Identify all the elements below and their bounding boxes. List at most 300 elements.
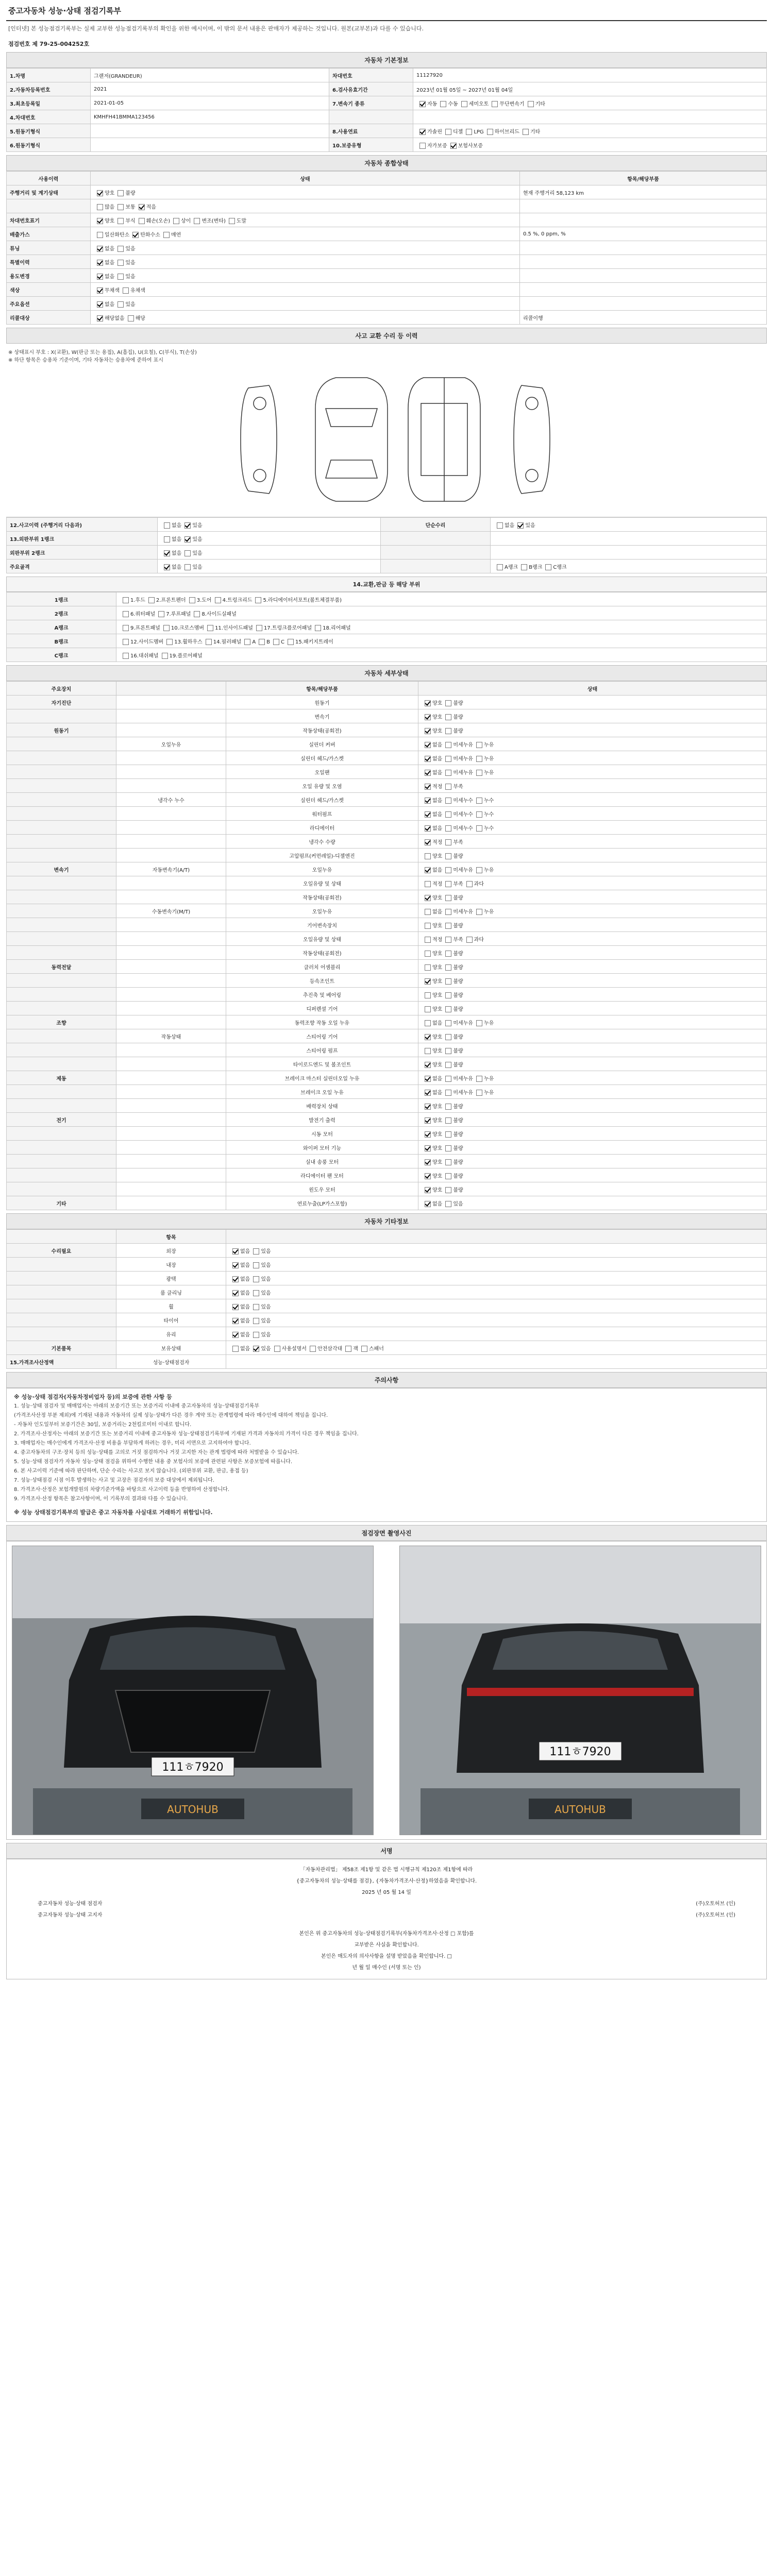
checkbox-label: 누유 xyxy=(483,770,494,776)
checkbox xyxy=(523,129,529,135)
detail-item: 워터펌프 xyxy=(226,807,418,821)
basic-label: 7.변속기 종류 xyxy=(329,96,413,110)
detail-sub xyxy=(116,1168,226,1182)
checkbox-label: 미세누유 xyxy=(453,770,473,776)
checkbox-label: 미세누유 xyxy=(453,867,473,873)
detail-item: 작동상태(공회전) xyxy=(226,723,418,737)
basic-row xyxy=(7,96,767,110)
notes-line: 5. 성능·상태 점검자가 자동차 성능·상태 점검을 위하여 수행한 내용 중 보험사의 보증에 관련된 사항은 보증보험에 따릅니다. xyxy=(14,1459,293,1465)
checkbox-label: 누유 xyxy=(483,867,494,873)
detail-state xyxy=(418,918,767,932)
detail-item: 오일유량 및 상태 xyxy=(226,876,418,890)
checkbox-label: 불량 xyxy=(453,714,463,720)
detail-device xyxy=(7,793,116,807)
checkbox-label: 있음 xyxy=(525,522,535,529)
detail-state xyxy=(418,1141,767,1155)
detail-row xyxy=(7,904,767,918)
checkbox-label: 양호 xyxy=(432,978,443,985)
detail-device xyxy=(7,1099,116,1113)
checkbox-label: 13.휠하우스 xyxy=(174,639,203,645)
checkbox xyxy=(123,653,129,659)
checkbox xyxy=(425,867,431,873)
notes-line: 4. 중고자동차의 구조·장치 등의 성능·상태를 고의로 거짓 점검하거나 거짓 고지한 자는 관계 법령에 따라 처벌받을 수 있습니다. xyxy=(14,1450,299,1455)
checkbox xyxy=(162,653,168,659)
basic-value xyxy=(413,124,767,138)
checkbox-label: 누수 xyxy=(483,798,494,804)
detail-item: 작동상태(공회전) xyxy=(226,946,418,960)
overall-row xyxy=(7,241,767,255)
checkbox-label: 양호 xyxy=(432,700,443,706)
overall-label: 리콜대상 xyxy=(7,311,91,325)
checkbox-label: 미세누유 xyxy=(453,909,473,915)
detail-row xyxy=(7,918,767,932)
checkbox xyxy=(232,1346,239,1352)
detail-item: 오일 유량 및 오염 xyxy=(226,779,418,793)
detail-state xyxy=(418,1085,767,1099)
detail-device: 조향 xyxy=(7,1015,116,1029)
checkbox-label: 없음 xyxy=(432,770,443,776)
detail-row xyxy=(7,932,767,946)
checkbox-label: 불량 xyxy=(453,1187,463,1193)
checkbox-label: 없음 xyxy=(432,867,443,873)
detail-state xyxy=(418,723,767,737)
checkbox xyxy=(521,564,527,570)
checkbox-label: 양호 xyxy=(432,1187,443,1193)
other-state xyxy=(226,1299,767,1313)
other-row xyxy=(7,1299,767,1313)
parts-items xyxy=(116,620,767,634)
basic-row xyxy=(7,138,767,152)
checkbox-label: 무단변속기 xyxy=(499,101,525,107)
overall-status-header: 자동차 종합상태 xyxy=(6,155,767,171)
checkbox xyxy=(253,1332,259,1338)
photo-strip xyxy=(6,1541,767,1840)
checkbox-label: 있음 xyxy=(261,1318,271,1324)
checkbox-label: 없음 xyxy=(240,1276,250,1282)
checkbox-label: 불량 xyxy=(453,853,463,859)
price-value xyxy=(226,1355,767,1369)
detail-state xyxy=(418,1127,767,1141)
checkbox-label: 없음 xyxy=(105,246,115,252)
checkbox-label: 양호 xyxy=(105,218,115,224)
detail-item: 디퍼렌셜 기어 xyxy=(226,1002,418,1015)
checkbox-label: 없음 xyxy=(432,756,443,762)
checkbox xyxy=(232,1276,239,1282)
checkbox-label: 불량 xyxy=(453,923,463,929)
checkbox-label: 누유 xyxy=(483,742,494,748)
checkbox-label: 있음 xyxy=(261,1276,271,1282)
basic-label: 5.원동기형식 xyxy=(7,124,91,138)
checkbox xyxy=(466,881,473,887)
checkbox-label: 양호 xyxy=(432,1062,443,1068)
basic-value: KMHFH41BMMA123456 xyxy=(91,110,329,124)
detail-state xyxy=(418,821,767,835)
detail-device xyxy=(7,779,116,793)
detail-state xyxy=(418,1113,767,1127)
basic-row xyxy=(7,82,767,96)
basic-label: 차대번호 xyxy=(329,69,413,82)
basic-value xyxy=(91,138,329,152)
checkbox xyxy=(445,825,451,832)
basic-label xyxy=(329,110,413,124)
checkbox xyxy=(253,1262,259,1268)
checkbox-label: 하이브리드 xyxy=(494,129,519,135)
car-outline-diagram xyxy=(6,367,767,517)
checkbox-label: 보통 xyxy=(125,204,136,210)
detail-row xyxy=(7,1002,767,1015)
basic-label: 2.자동차등록번호 xyxy=(7,82,91,96)
checkbox xyxy=(425,728,431,734)
checkbox-label: 일산화탄소 xyxy=(105,232,130,238)
checkbox xyxy=(253,1318,259,1324)
checkbox-label: 변조(변타) xyxy=(201,218,226,224)
detail-device xyxy=(7,1182,116,1196)
checkbox xyxy=(425,951,431,957)
overall-state xyxy=(91,199,520,213)
detail-sub xyxy=(116,960,226,974)
checkbox-label: 자가보증 xyxy=(427,143,447,149)
checkbox xyxy=(425,811,431,818)
sign-line-4: 교부받은 사실을 확인합니다. xyxy=(354,1942,419,1948)
detail-item: 배력장치 상태 xyxy=(226,1099,418,1113)
checkbox xyxy=(123,639,129,645)
checkbox xyxy=(461,101,467,107)
checkbox-label: 없음 xyxy=(172,522,182,529)
price-label: 15.가격조사산정액 xyxy=(7,1355,116,1369)
checkbox-label: 기타 xyxy=(530,129,541,135)
basic-label: 3.최초등록일 xyxy=(7,96,91,110)
checkbox-label: 양호 xyxy=(432,895,443,901)
checkbox-label: 부족 xyxy=(453,881,463,887)
checkbox-label: 있음 xyxy=(192,522,203,529)
checkbox-label: 불량 xyxy=(453,1062,463,1068)
checkbox-label: 양호 xyxy=(432,853,443,859)
detail-row xyxy=(7,1043,767,1057)
other-row xyxy=(7,1327,767,1341)
overall-note xyxy=(520,269,767,283)
checkbox xyxy=(139,204,145,210)
checkbox xyxy=(445,1173,451,1179)
checkbox xyxy=(117,204,124,210)
detail-item: 윈도우 모터 xyxy=(226,1182,418,1196)
checkbox-label: 적정 xyxy=(432,881,443,887)
detail-row xyxy=(7,974,767,988)
parts-table xyxy=(6,592,767,662)
checkbox xyxy=(97,301,103,308)
detail-device xyxy=(7,876,116,890)
checkbox xyxy=(425,1117,431,1124)
checkbox xyxy=(445,895,451,901)
checkbox-label: 과다 xyxy=(474,937,484,943)
overall-note xyxy=(520,255,767,269)
checkbox xyxy=(419,143,426,149)
sign-date: 2025 년 05 월 14 일 xyxy=(362,1890,411,1895)
checkbox xyxy=(310,1346,316,1352)
checkbox xyxy=(194,218,200,224)
checkbox xyxy=(476,1020,482,1026)
checkbox xyxy=(194,611,200,617)
other-group: 기본품목 xyxy=(7,1341,116,1355)
detail-item: 오일누유 xyxy=(226,904,418,918)
photos-header: 점검장면 촬영사진 xyxy=(6,1525,767,1541)
accident-row xyxy=(7,518,767,532)
checkbox xyxy=(425,825,431,832)
checkbox xyxy=(445,1159,451,1165)
checkbox xyxy=(528,101,534,107)
detail-sub xyxy=(116,1043,226,1057)
checkbox-label: 양호 xyxy=(432,1006,443,1012)
detail-state xyxy=(418,849,767,862)
basic-info-table xyxy=(6,68,767,152)
checkbox xyxy=(445,1104,451,1110)
checkbox xyxy=(253,1346,259,1352)
detail-state xyxy=(418,1029,767,1043)
checkbox xyxy=(425,1201,431,1207)
parts-row xyxy=(7,620,767,634)
detail-device xyxy=(7,737,116,751)
sign-line-2: {중고자동차의 성능·상태를 점검}, {자동차가격조사·산정}하였음을 확인합니다. xyxy=(296,1878,477,1884)
detail-state xyxy=(418,876,767,890)
checkbox-label: 미세누유 xyxy=(453,1090,473,1096)
detail-row xyxy=(7,960,767,974)
detail-device: 원동기 xyxy=(7,723,116,737)
accident-extra xyxy=(491,532,767,546)
checkbox xyxy=(419,101,426,107)
detail-device xyxy=(7,765,116,779)
checkbox xyxy=(445,1034,451,1040)
checkbox-label: 1.후드 xyxy=(130,597,145,603)
detail-state xyxy=(418,1071,767,1085)
checkbox-label: 11.인사이드패널 xyxy=(215,625,253,631)
other-item: 타이어 xyxy=(116,1313,226,1327)
basic-label: 1.차명 xyxy=(7,69,91,82)
checkbox xyxy=(97,315,103,321)
checkbox-label: 불량 xyxy=(453,978,463,985)
overall-note xyxy=(520,241,767,255)
checkbox-label: 14.필러패널 xyxy=(213,639,242,645)
checkbox-label: B xyxy=(266,639,271,645)
overall-note xyxy=(520,199,767,213)
checkbox-label: 없음 xyxy=(432,1201,443,1207)
detail-row xyxy=(7,849,767,862)
parts-items xyxy=(116,634,767,648)
overall-row xyxy=(7,311,767,325)
checkbox xyxy=(445,798,451,804)
checkbox-label: A랭크 xyxy=(505,564,518,570)
accident-history-header: 사고 교환 수리 등 이력 xyxy=(6,328,767,344)
accident-extra-label xyxy=(381,560,491,573)
accident-extra-label xyxy=(381,546,491,560)
detail-item: 클러치 어셈블리 xyxy=(226,960,418,974)
checkbox-label: 유채색 xyxy=(130,287,145,294)
checkbox xyxy=(445,1062,451,1068)
parts-rank: C랭크 xyxy=(7,648,116,662)
other-state xyxy=(226,1313,767,1327)
detail-row xyxy=(7,751,767,765)
checkbox-label: 누유 xyxy=(483,909,494,915)
detail-sub xyxy=(116,1141,226,1155)
notes-line: - 자동차 인도일부터 보증기간은 30일, 보증거리는 2천킬로미터 이내로 합니다. xyxy=(14,1422,192,1428)
parts-row xyxy=(7,592,767,606)
detail-sub: 자동변속기(A/T) xyxy=(116,862,226,876)
checkbox xyxy=(117,301,124,308)
detail-row xyxy=(7,709,767,723)
detail-item: 시동 모터 xyxy=(226,1127,418,1141)
checkbox-label: 있음 xyxy=(261,1304,271,1310)
checkbox-label: 없음 xyxy=(240,1304,250,1310)
detail-sub: 냉각수 누수 xyxy=(116,793,226,807)
overall-note: 현재 주행거리 58,123 km xyxy=(520,185,767,199)
other-row xyxy=(7,1285,767,1299)
notes-subheading: ※ 성능·상태 점검자(자동차정비업자 등)의 보증에 관한 사항 등 xyxy=(14,1394,172,1400)
detail-device: 변속기 xyxy=(7,862,116,876)
detail-state xyxy=(418,974,767,988)
detail-item: 등속조인트 xyxy=(226,974,418,988)
detail-item: 오일누유 xyxy=(226,862,418,876)
checkbox-label: 양호 xyxy=(432,964,443,971)
other-item: 유리 xyxy=(116,1327,226,1341)
overall-state xyxy=(91,283,520,297)
checkbox-label: 없음 xyxy=(105,260,115,266)
front-photo xyxy=(12,1546,374,1835)
checkbox xyxy=(445,1117,451,1124)
checkbox xyxy=(123,611,129,617)
checkbox xyxy=(425,1034,431,1040)
checkbox xyxy=(445,700,451,706)
checkbox xyxy=(166,639,173,645)
detail-item: 연료누출(LP가스포함) xyxy=(226,1196,418,1210)
detail-device xyxy=(7,751,116,765)
checkbox-label: 양호 xyxy=(432,992,443,998)
checkbox-label: C랭크 xyxy=(553,564,567,570)
checkbox xyxy=(445,1006,451,1012)
overall-label: 특별이력 xyxy=(7,255,91,269)
detail-state xyxy=(418,1099,767,1113)
detail-sub: 수동변속기(M/T) xyxy=(116,904,226,918)
checkbox-label: 해당없음 xyxy=(105,315,125,321)
checkbox xyxy=(450,143,457,149)
detail-state xyxy=(418,862,767,876)
checkbox xyxy=(445,1187,451,1193)
checkbox-label: 없음 xyxy=(172,536,182,543)
overall-state xyxy=(91,241,520,255)
detail-device xyxy=(7,974,116,988)
checkbox-label: 누수 xyxy=(483,811,494,818)
checkbox-label: 적정 xyxy=(432,784,443,790)
detail-row xyxy=(7,1029,767,1043)
detail-row xyxy=(7,1127,767,1141)
checkbox xyxy=(425,1048,431,1054)
detail-sub xyxy=(116,932,226,946)
detail-sub xyxy=(116,1127,226,1141)
detail-item: 타이로드엔드 및 볼조인트 xyxy=(226,1057,418,1071)
checkbox xyxy=(164,550,170,556)
checkbox-label: 부족 xyxy=(453,784,463,790)
checkbox-label: 17.트렁크플로어패널 xyxy=(263,625,312,631)
basic-row xyxy=(7,110,767,124)
detail-sub xyxy=(116,1182,226,1196)
detail-sub xyxy=(116,696,226,709)
checkbox-label: 적음 xyxy=(146,204,156,210)
checkbox-label: 미세누유 xyxy=(453,742,473,748)
checkbox xyxy=(184,564,191,570)
checkbox-label: 불량 xyxy=(453,1006,463,1012)
detail-item: 추진축 및 베어링 xyxy=(226,988,418,1002)
detail-state xyxy=(418,737,767,751)
checkbox-label: 있음 xyxy=(261,1346,271,1352)
accident-label: 외판부위 2랭크 xyxy=(7,546,158,560)
damage-legend-line: ※ 상태표시 부호 : X(교환), W(판금 또는 용접), A(흠집), U(요철), C(부식), T(손상) xyxy=(8,350,197,355)
checkbox xyxy=(288,639,294,645)
checkbox-label: A xyxy=(252,639,256,645)
other-row xyxy=(7,1244,767,1258)
checkbox xyxy=(445,964,451,971)
checkbox xyxy=(117,274,124,280)
detail-item: 실내 송풍 모터 xyxy=(226,1155,418,1168)
detail-state xyxy=(418,1168,767,1182)
checkbox xyxy=(425,853,431,859)
checkbox-label: 없음 xyxy=(432,1090,443,1096)
detail-state xyxy=(418,793,767,807)
accident-label: 13.외판부위 1랭크 xyxy=(7,532,158,546)
detail-row xyxy=(7,1057,767,1071)
parts-row xyxy=(7,606,767,620)
parts-rank: A랭크 xyxy=(7,620,116,634)
checkbox-label: 양호 xyxy=(432,923,443,929)
price-row xyxy=(7,1355,767,1369)
checkbox-label: 디젤 xyxy=(452,129,463,135)
checkbox-label: 불량 xyxy=(453,1104,463,1110)
detail-item: 오일유량 및 상태 xyxy=(226,932,418,946)
detail-state xyxy=(418,932,767,946)
detail-state xyxy=(418,1057,767,1071)
checkbox xyxy=(425,1187,431,1193)
overall-row xyxy=(7,213,767,227)
overall-note xyxy=(520,213,767,227)
overall-row xyxy=(7,297,767,311)
checkbox xyxy=(425,742,431,748)
checkbox xyxy=(425,784,431,790)
detail-device xyxy=(7,1029,116,1043)
checkbox-label: 미세누유 xyxy=(453,756,473,762)
overall-head xyxy=(7,172,767,185)
detail-sub xyxy=(116,821,226,835)
detail-row xyxy=(7,779,767,793)
accident-extra-label: 단순수리 xyxy=(381,518,491,532)
checkbox-label: 누수 xyxy=(483,825,494,832)
checkbox xyxy=(97,232,103,238)
detail-state xyxy=(418,751,767,765)
checkbox-label: 미세누유 xyxy=(453,1076,473,1082)
checkbox-label: 불량 xyxy=(453,728,463,734)
detail-sub: 오일누유 xyxy=(116,737,226,751)
detail-device xyxy=(7,918,116,932)
detail-item: 실린더 헤드/가스켓 xyxy=(226,793,418,807)
checkbox xyxy=(229,218,235,224)
detail-sub xyxy=(116,849,226,862)
checkbox xyxy=(189,597,195,603)
accident-state xyxy=(158,518,381,532)
basic-label: 8.사용연료 xyxy=(329,124,413,138)
overall-note: 리콜이행 xyxy=(520,311,767,325)
checkbox xyxy=(476,756,482,762)
checkbox-label: 탄화수소 xyxy=(140,232,160,238)
overall-row xyxy=(7,255,767,269)
detail-sub xyxy=(116,890,226,904)
checkbox xyxy=(256,625,262,631)
detail-row xyxy=(7,1015,767,1029)
signature-header: 서명 xyxy=(6,1843,767,1859)
